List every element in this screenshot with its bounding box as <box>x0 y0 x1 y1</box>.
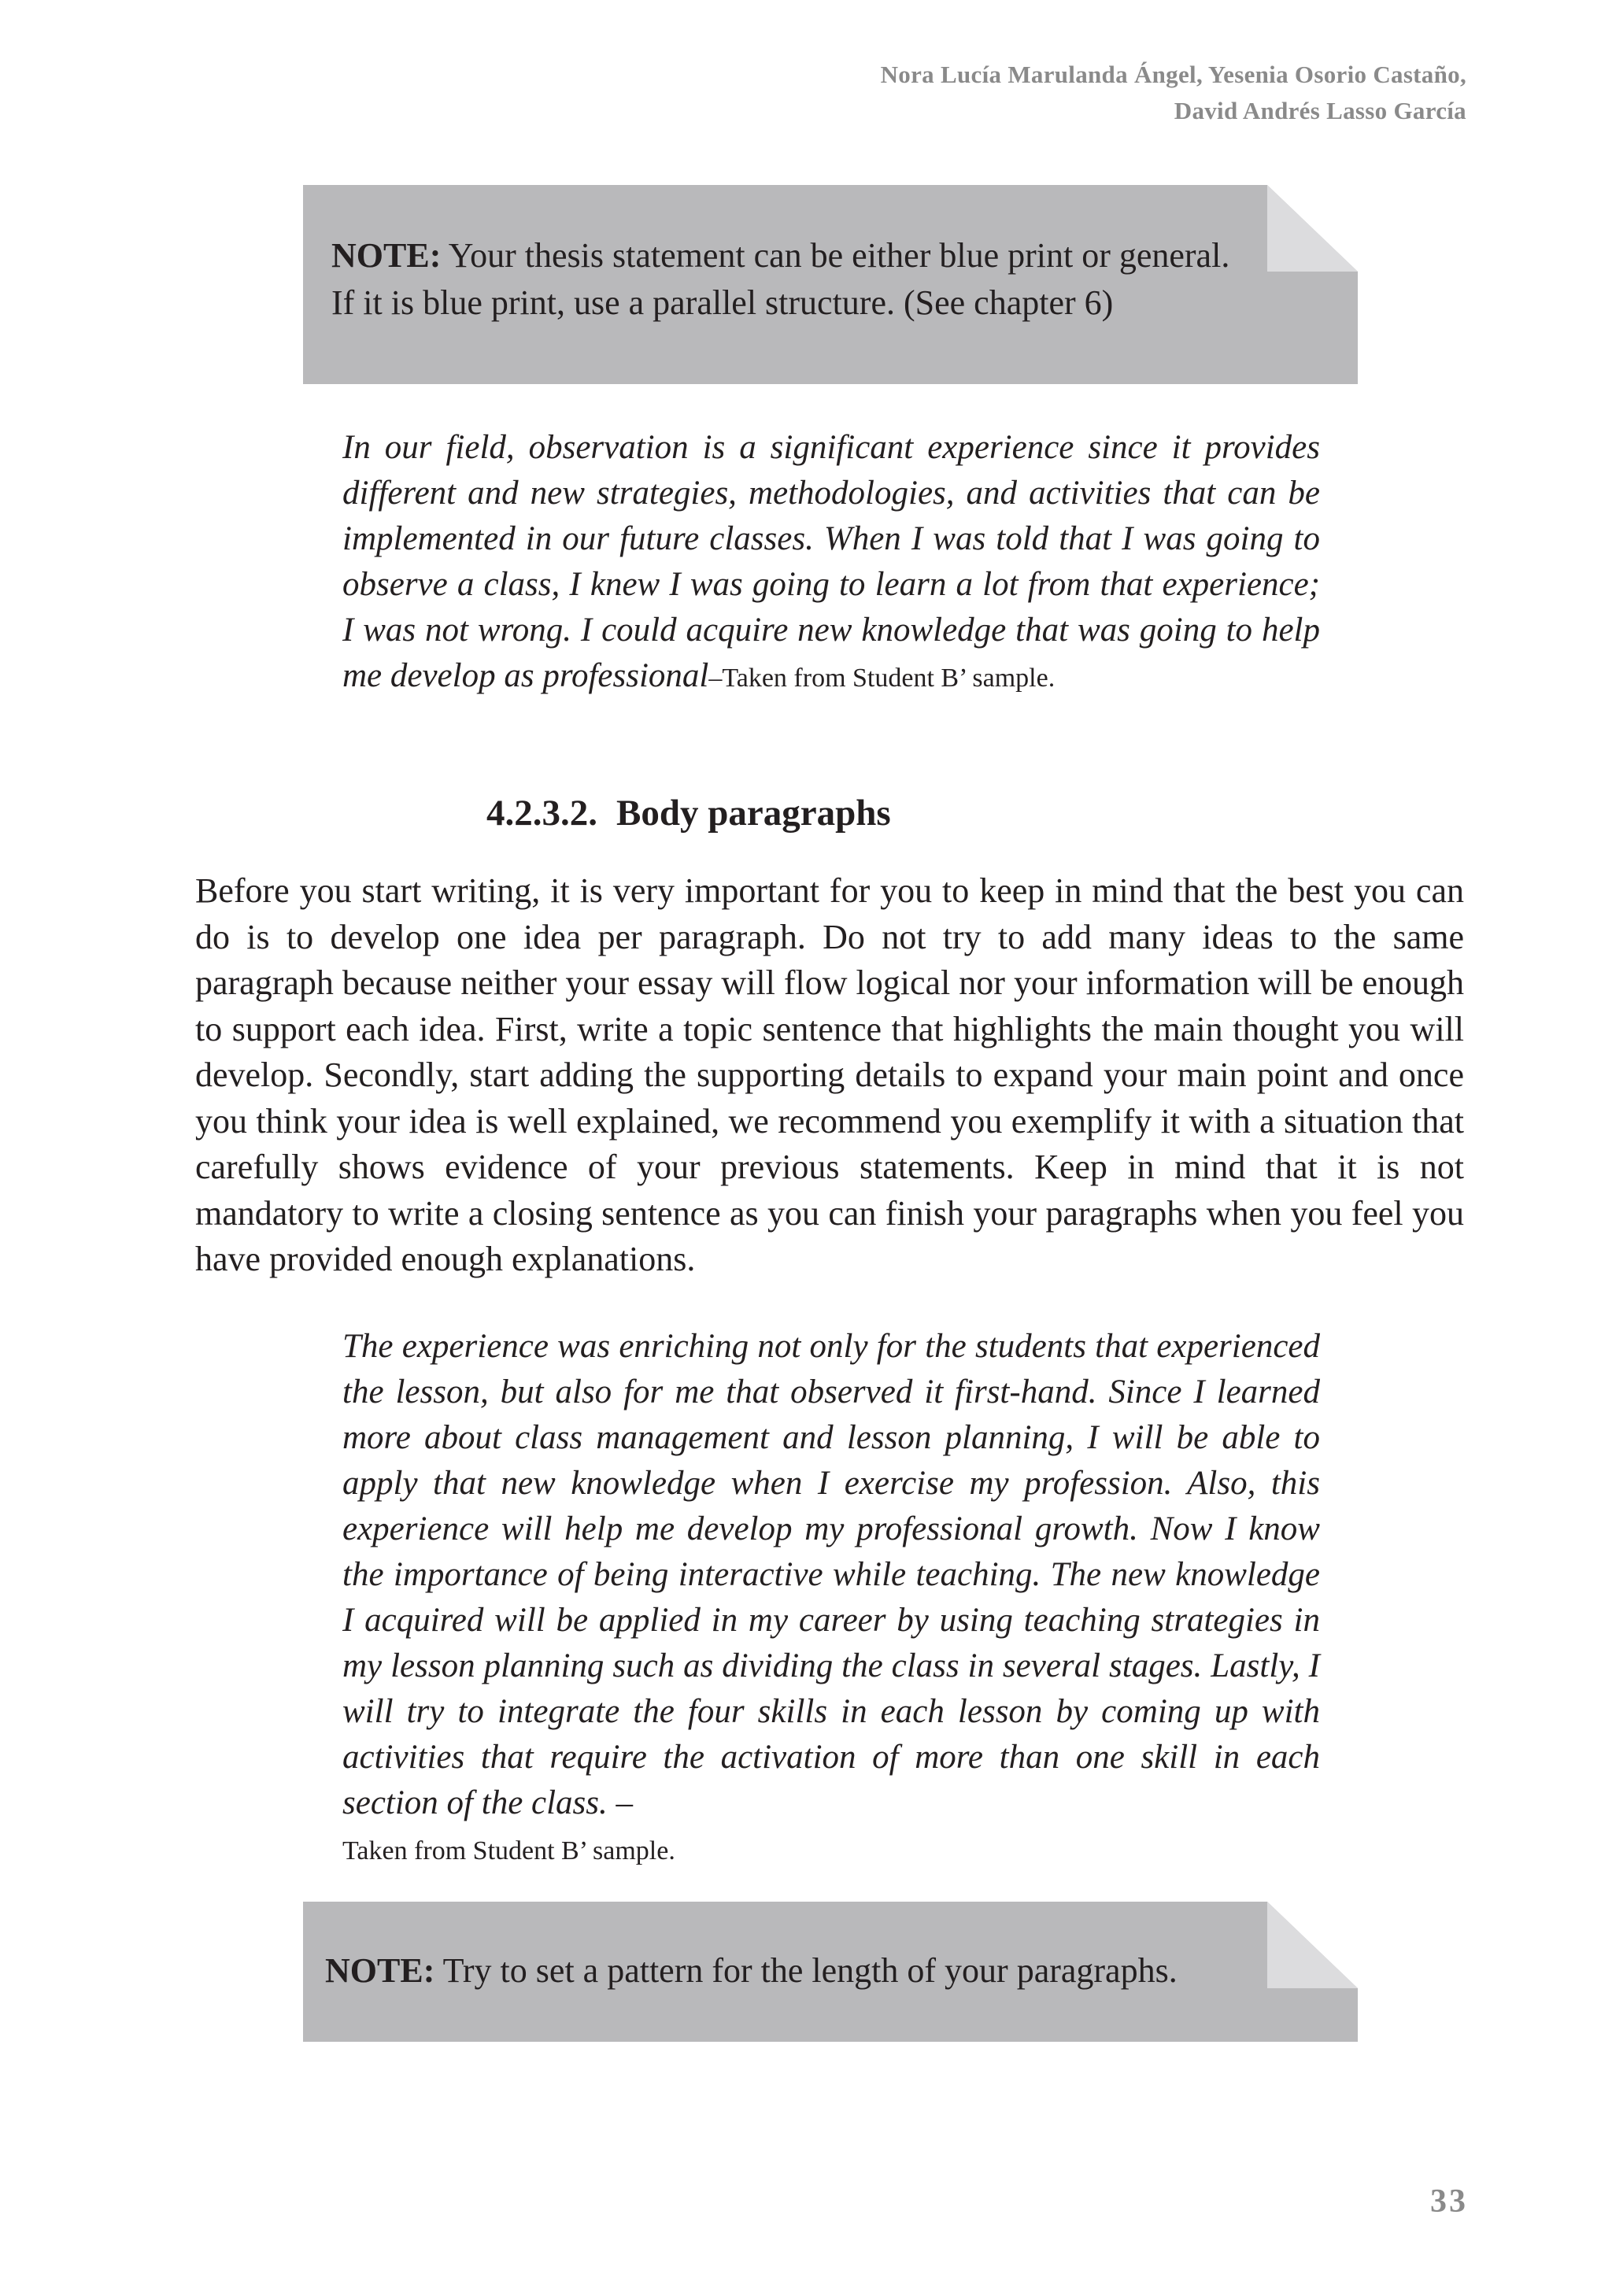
student-quote-1 <box>342 425 1320 701</box>
quote-text: The experience was enriching not only for the students that experienced the lesson, but also for me that observed it first-hand. Since I learned more about class management and lesson planning, I will be able to apply that new knowledge when I exercise my profession. Also, this experience will help me develop my professional growth. Now I know the importance of being interactive while teaching. The new knowledge I acquired will be applied in my career by using teaching strategies in my lesson planning such as dividing the class in several stages. Lastly, I will try to integrate the four skills in each lesson by coming up with activities that require the activation of more than one skill in each section of the class. – <box>342 1328 1320 1821</box>
running-header <box>881 57 1466 129</box>
note-label: NOTE: <box>331 236 442 275</box>
student-quote-2 <box>342 1324 1320 1874</box>
note-body: Try to set a pattern for the length of your paragraphs. <box>442 1951 1178 1990</box>
note-box-paragraph-length <box>303 1902 1358 2042</box>
section-title: Body paragraphs <box>616 793 891 834</box>
note-line1: Your thesis statement can be either blue print or general. <box>448 236 1230 275</box>
body-paragraph: Before you start writing, it is very important for you to keep in mind that the best you can do is to develop one idea per paragraph. Do not try to add many ideas to the same paragraph because neither your essay will flow logical nor your information will be enough to support each idea. First, write a topic sentence that highlights the main thought you will develop. Secondly, start adding the supporting details to expand your main point and once you think your idea is well explained, we recommend you exemplify it with a situation that carefully shows evidence of your previous statements. Keep in mind that it is not mandatory to write a closing sentence as you can finish your paragraphs when you feel you have provided enough explanations. <box>195 871 1464 1278</box>
quote-text: In our field, observation is a significant experience since it provides different and new strategies, methodologies, and activities that can be implemented in our future classes. When I was told that I was going to observe a class, I knew I was going to learn a lot from that experience; I was not wrong. I could acquire new knowledge that was going to help me develop as professional <box>342 429 1320 694</box>
page-number: 33 <box>1430 2183 1468 2220</box>
header-authors-line2: David Andrés Lasso García <box>1174 97 1466 124</box>
note-box-thesis <box>303 185 1358 384</box>
quote-attribution: –Taken from Student B’ sample. <box>708 664 1056 693</box>
page-fold-icon <box>1267 185 1358 272</box>
note-text <box>325 1947 1254 1995</box>
note-text <box>331 232 1260 327</box>
quote-attribution: Taken from Student B’ sample. <box>342 1836 675 1865</box>
section-number: 4.2.3.2. <box>486 793 597 834</box>
note-line2: If it is blue print, use a parallel structure. (See chapter 6) <box>331 283 1114 322</box>
page-fold-icon <box>1267 1902 1358 1988</box>
section-heading <box>486 792 891 834</box>
header-authors-line1: Nora Lucía Marulanda Ángel, Yesenia Osorio Castaño, <box>880 61 1466 88</box>
note-label: NOTE: <box>325 1951 435 1990</box>
